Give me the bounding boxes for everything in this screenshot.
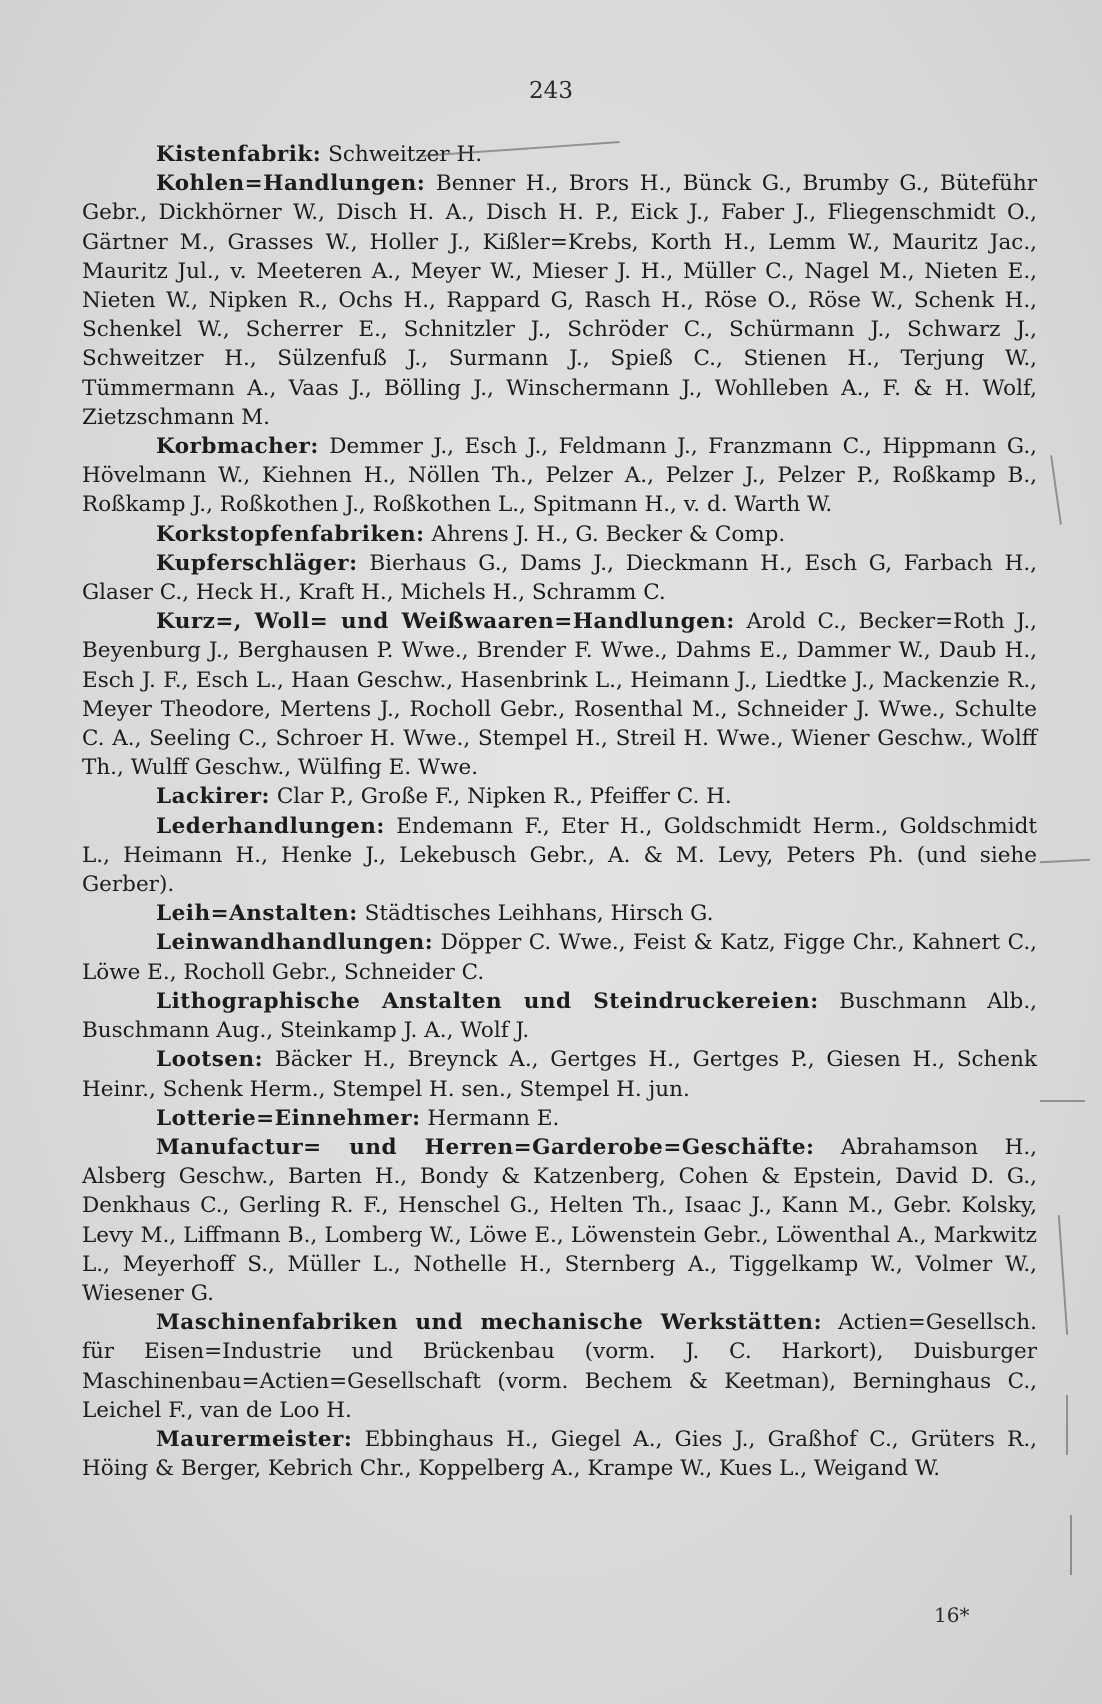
entry-names: Demmer J., Esch J., Feldmann J., Franzmann C., Hippmann G., Hövelmann W., Kiehnen H., Nöllen Th., Pelzer A., Pelzer J., Pelzer P., Roßkamp B., Roßkamp J., Roßkothen J., Roßkothen L., Spitmann H., v. d. Warth W. [82,434,1037,518]
entry-category: Korbmacher: [156,434,319,460]
entry-names: Bäcker H., Breynck A., Gertges H., Gertges P., Giesen H., Schenk Heinr., Schenk Herm., Stempel H. sen., Stempel H. jun. [82,1047,1037,1102]
entry-category: Kohlen=Handlungen: [156,171,426,197]
entry-category: Lootsen: [156,1047,264,1073]
entry-lithographische-anstalten [82,987,1037,1045]
entry-names: Ahrens J. H., G. Becker & Comp. [431,521,786,547]
entry-category: Lotterie=Einnehmer: [156,1105,421,1131]
entry-korkstopfenfabriken [82,520,1037,549]
entry-category: Maschinenfabriken und mechanische Werkstätten: [156,1310,823,1336]
entry-kohlen-handlungen [82,169,1037,432]
entry-names: Endemann F., Eter H., Goldschmidt Herm., Goldschmidt L., Heimann H., Henke J., Lekebusch Gebr., A. & M. Levy, Peters Ph. (und siehe Gerber). [82,813,1037,898]
entry-category: Kurz=, Woll= und Weißwaaren=Handlungen: [156,609,735,635]
entry-category: Maurermeister: [156,1426,353,1452]
entry-names: Städtisches Leihhans, Hirsch G. [364,901,714,927]
entry-names: Clar P., Große F., Nipken R., Pfeiffer C. H. [276,784,732,810]
page-number: 243 [529,78,573,104]
entry-manufactur-garderobe [82,1133,1037,1308]
entry-names: Döpper C. Wwe., Feist & Katz, Figge Chr., Kahnert C., Löwe E., Rocholl Gebr., Schneider C. [82,930,1037,985]
entry-maurermeister [82,1425,1037,1483]
entry-category: Manufactur= und Herren=Garderobe=Geschäfte: [156,1134,815,1160]
entry-kurz-woll-weisswaaren [82,607,1037,782]
entry-category: Leinwandhandlungen: [156,930,434,956]
entry-category: Kupferschläger: [156,550,358,576]
entry-category: Lithographische Anstalten und Steindruckereien: [156,988,819,1014]
entry-names: Bierhaus G., Dams J., Dieckmann H., Esch G, Farbach H., Glaser C., Heck H., Kraft H., Michels H., Schramm C. [82,550,1037,606]
entry-names: Hermann E. [427,1105,560,1131]
entry-leih-anstalten [82,899,1037,928]
entry-category: Leih=Anstalten: [156,901,358,927]
entry-kupferschlaeger [82,549,1037,607]
pencil-mark [1050,455,1061,525]
entry-category: Kistenfabrik: [156,142,322,167]
entry-maschinenfabriken [82,1308,1037,1425]
directory-entries [82,140,1037,1483]
entry-lackirer [82,782,1037,811]
pencil-mark [1040,1100,1085,1102]
entry-category: Lackirer: [156,784,270,810]
entry-korbmacher [82,432,1037,520]
entry-leinwandhandlungen [82,928,1037,986]
pencil-mark [1070,1515,1072,1575]
entry-lotterie-einnehmer [82,1104,1037,1133]
entry-names: Actien=Gesellsch. für Eisen=Industrie und Brückenbau (vorm. J. C. Harkort), Duisburger Maschinenbau=Actien=Gesellschaft (vorm. Bechem & Keetman), Berninghaus C., Leichel F., van de Loo H. [82,1310,1037,1423]
entry-names: Arold C., Becker=Roth J., Beyenburg J., Berghausen P. Wwe., Brender F. Wwe., Dahms E., Dammer W., Daub H., Esch J. F., Esch L., Haan Geschw., Hasenbrink L., Heimann J., Liedtke J., Mackenzie R., Meyer Theodore, Mertens J., Rocholl Gebr., Rosenthal M., Schneider J. Wwe., Schulte C. A., Seeling C., Schroer H. Wwe., Stempel H., Streil H. Wwe., Wiener Geschw., Wolff Th., Wulff Geschw., Wülfing E. Wwe. [82,609,1037,781]
signature-mark: 16* [934,1603,970,1627]
entry-names: Abrahamson H., Alsberg Geschw., Barten H., Bondy & Katzenberg, Cohen & Epstein, David D. G., Denkhaus C., Gerling R. F., Henschel G., Helten Th., Isaac J., Kann M., Gebr. Kolsky, Levy M., Liffmann B., Lomberg W., Löwe E., Löwenstein Gebr., Löwenthal A., Markwitz L., Meyerhoff S., Müller L., Nothelle H., Sternberg A., Tiggelkamp W., Volmer W., Wiesener G. [82,1134,1037,1306]
entry-category: Korkstopfenfabriken: [156,521,425,547]
entry-names: Ebbinghaus H., Giegel A., Gies J., Graßhof C., Grüters R., Höing & Berger, Kebrich Chr., Koppelberg A., Krampe W., Kues L., Weigand W. [82,1426,1037,1482]
entry-names: Buschmann Alb., Buschmann Aug., Steinkamp J. A., Wolf J. [82,988,1037,1044]
pencil-mark [1058,1215,1068,1335]
entry-lootsen [82,1045,1037,1103]
entry-lederhandlungen [82,812,1037,900]
entry-names: Schweitzer H. [328,142,483,167]
pencil-mark [1066,1395,1068,1455]
entry-names: Benner H., Brors H., Bünck G., Brumby G., Büteführ Gebr., Dickhörner W., Disch H. A., Disch H. P., Eick J., Faber J., Fliegenschmidt O., Gärtner M., Grasses W., Holler J., Kißler=Krebs, Korth H., Lemm W., Mauritz Jac., Mauritz Jul., v. Meeteren A., Meyer W., Mieser J. H., Müller C., Nagel M., Nieten E., Nieten W., Nipken R., Ochs H., Rappard G, Rasch H., Röse O., Röse W., Schenk H., Schenkel W., Scherrer E., Schnitzler J., Schröder C., Schürmann J., Schwarz J., Schweitzer H., Sülzenfuß J., Surmann J., Spieß C., Stienen H., Terjung W., Tümmermann A., Vaas J., Bölling J., Winschermann J., Wohlleben A., F. & H. Wolf, Zietzschmann M. [82,171,1037,430]
entry-category: Lederhandlungen: [156,813,385,839]
pencil-mark [1040,859,1090,863]
